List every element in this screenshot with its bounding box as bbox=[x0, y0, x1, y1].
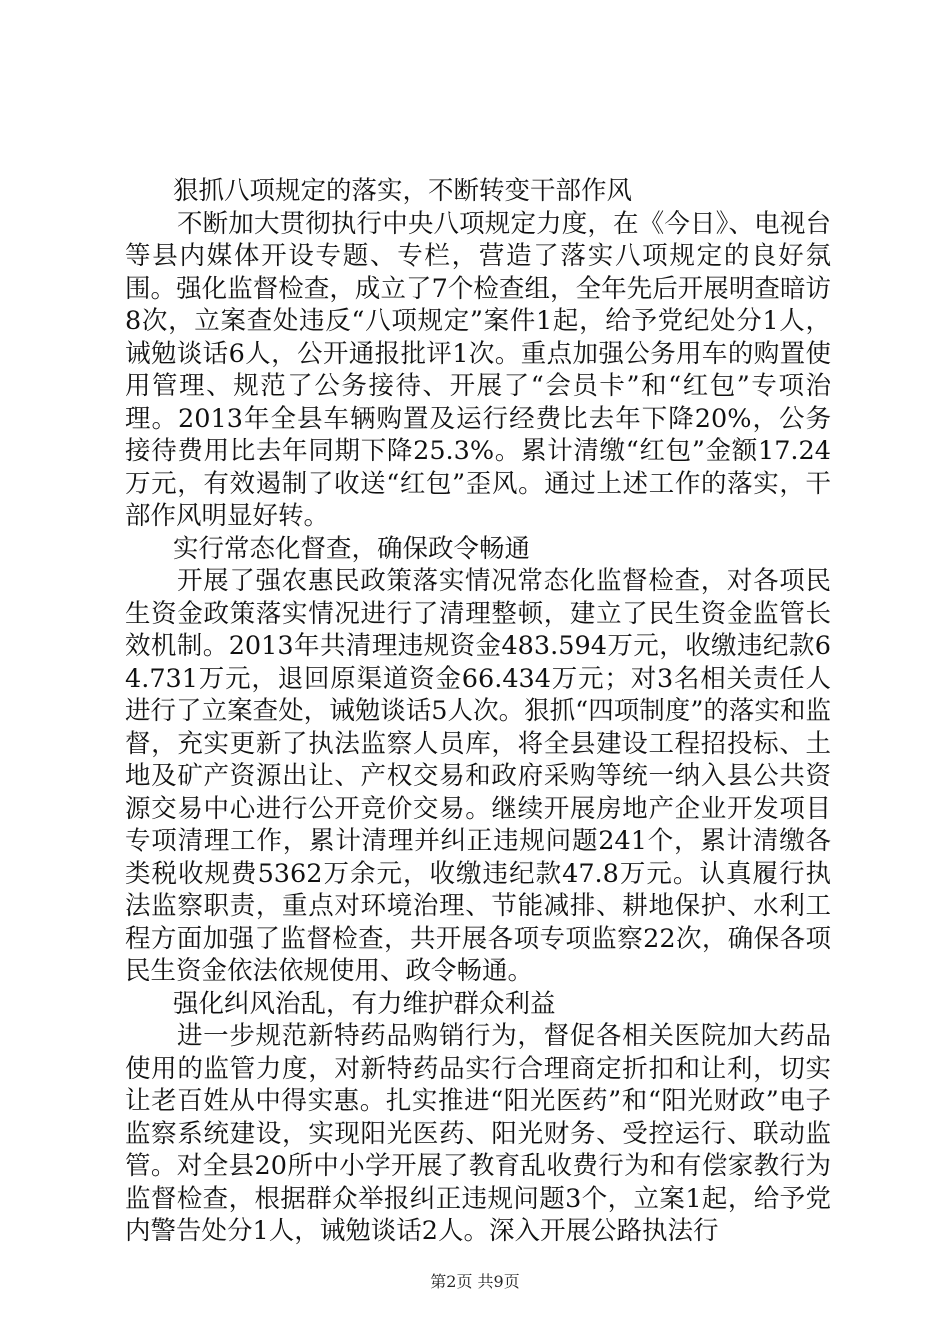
section-heading-rectify-malpractice: 强化纠风治乱，有力维护群众利益 bbox=[173, 988, 556, 1019]
section-body-eight-rules: 不断加大贯彻执行中央八项规定力度，在《今日》、电视台等县内媒体开设专题、专栏，营造了落实八项规定的良好氛围。强化监督检查，成立了7个检查组，全年先后开展明查暗访8次，立案查处违反“八项规定”案件1起，给予党纪处分1人，诫勉谈话6人，公开通报批评1次。重点加强公务用车的购置使用管理、规范了公务接待、开展了“会员卡”和“红包”专项治理。2013年全县车辆购置及运行经费比去年下降20%，公务接待费用比去年同期下降25.3%。累计清缴“红包”金额17.24万元，有效遏制了收送“红包”歪风。通过上述工作的落实，干部作风明显好转。 bbox=[125, 208, 831, 531]
page-footer: 第2页 共9页 bbox=[430, 1272, 520, 1291]
document-page bbox=[125, 175, 831, 1248]
section-body-normalized-supervision: 开展了强农惠民政策落实情况常态化监督检查，对各项民生资金政策落实情况进行了清理整顿，建立了民生资金监管长效机制。2013年共清理违规资金483.594万元，收缴违纪款64.731万元，退回原渠道资金66.434万元；对3名相关责任人进行了立案查处，诫勉谈话5人次。狠抓“四项制度”的落实和监督，充实更新了执法监察人员库，将全县建设工程招投标、土地及矿产资源出让、产权交易和政府采购等统一纳入县公共资源交易中心进行公开竞价交易。继续开展房地产企业开发项目专项清理工作，累计清理并纠正违规问题241个，累计清缴各类税收规费5362万余元，收缴违纪款47.8万元。认真履行执法监察职责，重点对环境治理、节能减排、耕地保护、水利工程方面加强了监督检查，共开展各项专项监察22次，确保各项民生资金依法依规使用、政令畅通。 bbox=[125, 566, 831, 986]
section-body-rectify-malpractice: 进一步规范新特药品购销行为，督促各相关医院加大药品使用的监管力度，对新特药品实行合理商定折扣和让利，切实让老百姓从中得实惠。扎实推进“阳光医药”和“阳光财政”电子监察系统建设，实现阳光医药、阳光财务、受控运行、联动监管。对全县20所中小学开展了教育乱收费行为和有偿家教行为监督检查，根据群众举报纠正违规问题3个，立案1起，给予党内警告处分1人，诫勉谈话2人。深入开展公路执法行 bbox=[125, 1021, 831, 1246]
section-heading-eight-rules: 狠抓八项规定的落实，不断转变干部作风 bbox=[173, 176, 633, 206]
section-heading-normalized-supervision: 实行常态化督查，确保政令畅通 bbox=[173, 533, 531, 564]
